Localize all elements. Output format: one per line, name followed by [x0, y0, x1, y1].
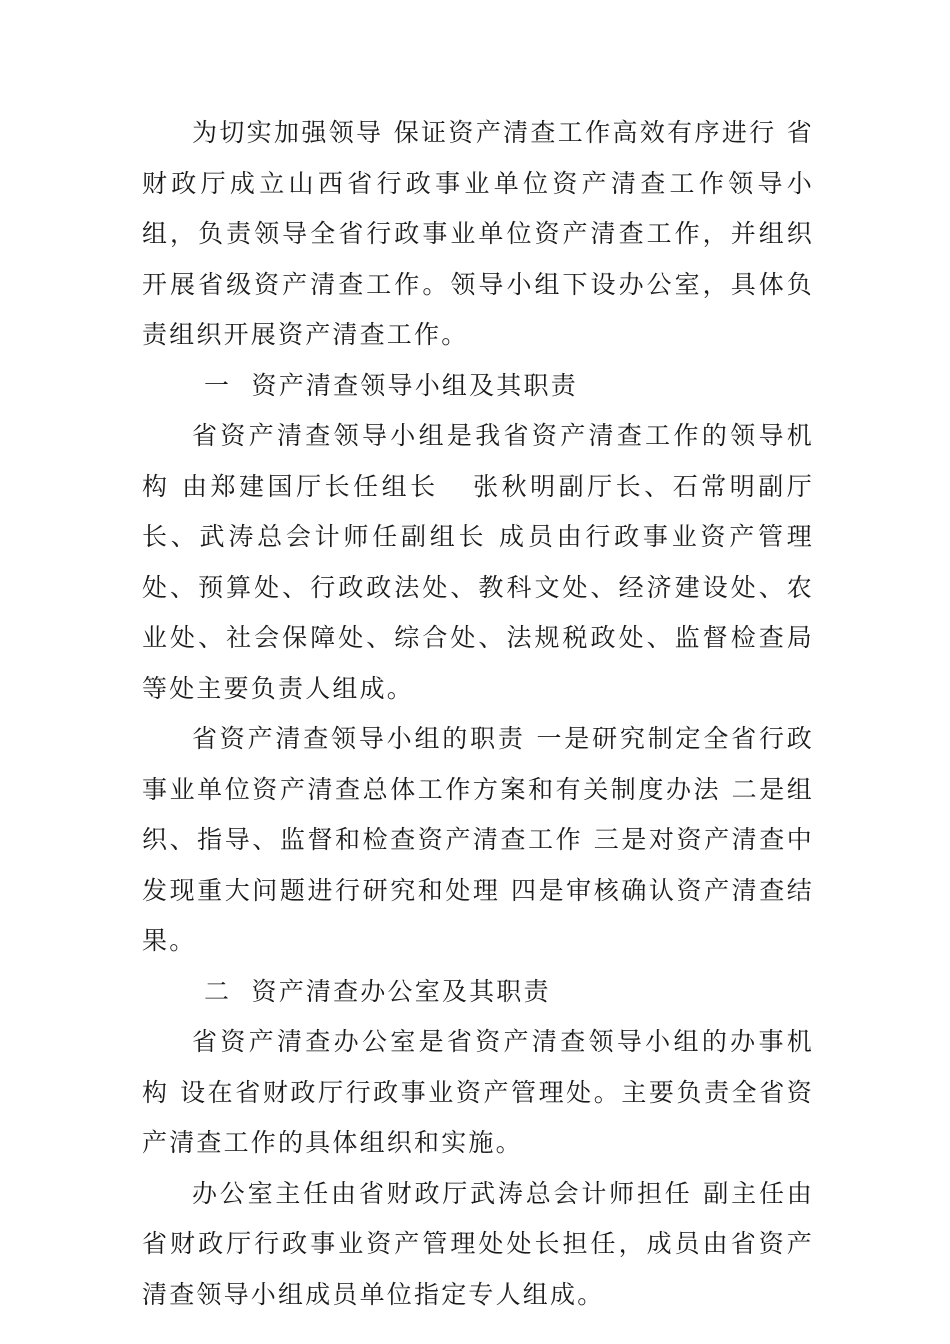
section-heading-office: 二 资产清查办公室及其职责	[204, 976, 551, 1006]
leadership-group-members-paragraph: 省资产清查领导小组是我省资产清查工作的领导机构 由郑建国厅长任组长 张秋明副厅长、石常明副厅长、武涛总会计师任副组长 成员由行政事业资产管理处、预算处、行政政法处、教科文处、经济建设处、农业处、社会保障处、综合处、法规税政处、监督检查局等处主要负责人组成。	[142, 421, 814, 703]
document-body	[142, 108, 814, 1320]
section-heading-leadership-group: 一 资产清查领导小组及其职责	[204, 370, 578, 400]
leadership-group-duties-paragraph: 省资产清查领导小组的职责 一是研究制定全省行政事业单位资产清查总体工作方案和有关制度办法 二是组织、指导、监督和检查资产清查工作 三是对资产清查中发现重大问题进行研究和处理 四是审核确认资产清查结果。	[142, 724, 814, 955]
office-members-paragraph: 办公室主任由省财政厅武涛总会计师担任 副主任由省财政厅行政事业资产管理处处长担任，成员由省资产清查领导小组成员单位指定专人组成。	[142, 1178, 814, 1309]
intro-paragraph: 为切实加强领导 保证资产清查工作高效有序进行 省财政厅成立山西省行政事业单位资产清查工作领导小组，负责领导全省行政事业单位资产清查工作，并组织开展省级资产清查工作。领导小组下设办公室，具体负责组织开展资产清查工作。	[142, 118, 814, 349]
office-description-paragraph: 省资产清查办公室是省资产清查领导小组的办事机构 设在省财政厅行政事业资产管理处。主要负责全省资产清查工作的具体组织和实施。	[142, 1027, 814, 1157]
